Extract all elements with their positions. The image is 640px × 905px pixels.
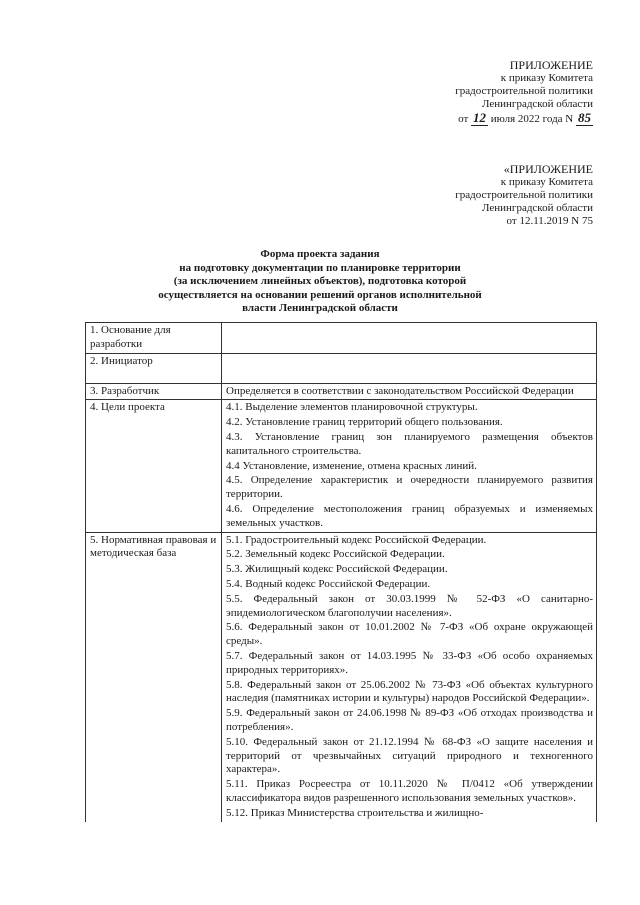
row-content: [222, 383, 597, 400]
row-label: 1. Основание для разработки: [86, 323, 222, 354]
content-item: 5.10. Федеральный закон от 21.12.1994 № 68-ФЗ «О защите населения и территорий от чрезвычайных ситуаций природного и техногенного характера».: [226, 735, 593, 776]
handwritten-number: 85: [578, 110, 591, 125]
appendix-line: градостроительной политики: [455, 189, 593, 201]
content-item: 4.5. Определение характеристик и очередности планируемого развития территории.: [226, 474, 593, 501]
document-title: [100, 248, 540, 316]
content-item: 5.1. Градостроительный кодекс Российской Федерации.: [226, 533, 487, 546]
table-row: [86, 383, 597, 400]
content-item: 4.4 Установление, изменение, отмена красных линий.: [226, 459, 477, 472]
date-prefix: от: [458, 113, 469, 125]
content-item: 5.8. Федеральный закон от 25.06.2002 № 73-ФЗ «Об объектах культурного наследия (памятниках истории и культуры) народов Российской Федерации».: [226, 678, 593, 705]
row-label: 4. Цели проекта: [86, 400, 222, 532]
content-item: 5.5. Федеральный закон от 30.03.1999 № 52-ФЗ «О санитарно-эпидемиологическом благополучии населения».: [226, 592, 593, 619]
content-item: 5.9. Федеральный закон от 24.06.1998 № 89-ФЗ «Об отходах производства и потребления».: [226, 707, 593, 733]
form-table: [85, 322, 597, 822]
appendix-line: от 12.11.2019 N 75: [506, 215, 593, 227]
row-label: 2. Инициатор: [86, 353, 222, 383]
table-row: [86, 532, 597, 821]
table-row: [86, 353, 597, 383]
title-line: (за исключением линейных объектов), подготовка которой: [173, 275, 467, 287]
content-item: 4.3. Установление границ зон планируемого размещения объектов капитального строительства.: [226, 430, 593, 457]
appendix-heading: «ПРИЛОЖЕНИЕ: [503, 162, 593, 176]
appendix-line: Ленинградской области: [482, 202, 593, 214]
appendix-heading: ПРИЛОЖЕНИЕ: [509, 58, 593, 72]
appendix-line: к приказу Комитета: [500, 72, 593, 84]
title-line: Форма проекта задания: [260, 248, 380, 260]
content-item: 5.6. Федеральный закон от 10.01.2002 № 7-ФЗ «Об охране окружающей среды».: [226, 621, 593, 648]
content-item: 5.11. Приказ Росреестра от 10.11.2020 № П/0412 «Об утверждении классификатора видов разрешенного использования земельных участков».: [226, 778, 593, 804]
row-content: [222, 353, 597, 383]
appendix-line: градостроительной политики: [455, 85, 593, 97]
handwritten-day: 12: [473, 110, 487, 125]
appendix-line: Ленинградской области: [482, 98, 593, 110]
row-label: 3. Разработчик: [86, 383, 222, 400]
content-item: 5.3. Жилищный кодекс Российской Федерации.: [226, 563, 448, 576]
content-item: 4.1. Выделение элементов планировочной структуры.: [226, 401, 478, 414]
appendix-date-line: [455, 111, 593, 126]
title-line: осуществляется на основании решений органов исполнительной: [158, 288, 482, 301]
table-row: [86, 323, 597, 354]
content-item: 5.4. Водный кодекс Российской Федерации.: [226, 577, 431, 590]
row-content: [222, 400, 597, 532]
content-item: 5.12. Приказ Министерства строительства и жилищно-: [226, 806, 484, 819]
content-item: 5.2. Земельный кодекс Российской Федерации.: [226, 548, 445, 561]
content-item: Определяется в соответствии с законодательством Российской Федерации: [226, 384, 574, 397]
row-content: [222, 323, 597, 354]
appendix-current: [455, 58, 593, 126]
appendix-previous: [455, 162, 593, 228]
content-item: 4.2. Установление границ территорий общего пользования.: [226, 416, 503, 429]
title-line: власти Ленинградской области: [242, 302, 398, 314]
table-row: [86, 400, 597, 532]
row-content: [222, 532, 597, 821]
appendix-line: к приказу Комитета: [500, 176, 593, 188]
date-middle: июля 2022 года N: [490, 113, 574, 125]
content-item: 5.7. Федеральный закон от 14.03.1995 № 33-ФЗ «Об особо охраняемых природных территориях».: [226, 649, 593, 676]
content-item: 4.6. Определение местоположения границ образуемых и изменяемых земельных участков.: [226, 502, 593, 529]
row-label: 5. Нормативная правовая и методическая база: [86, 532, 222, 821]
title-line: на подготовку документации по планировке территории: [179, 261, 461, 274]
